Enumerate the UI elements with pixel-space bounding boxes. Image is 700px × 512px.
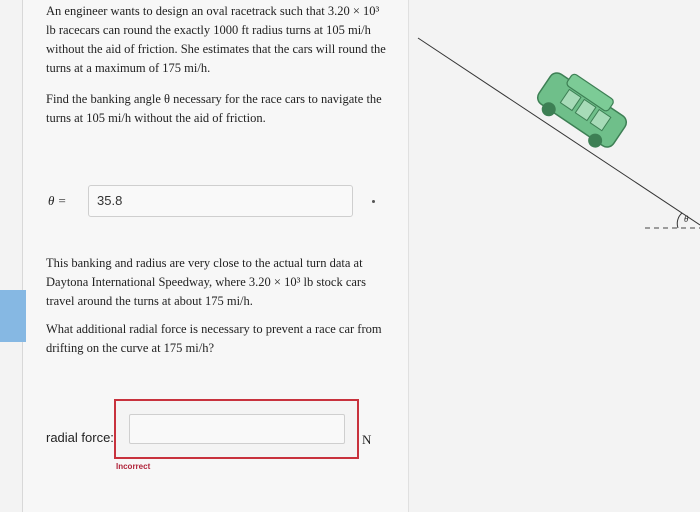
race-car-icon	[531, 63, 634, 156]
question-radial-force: What additional radial force is necessary to prevent a race car from drifting on the curve at 175 mi/h?	[46, 322, 382, 355]
problem-intro: An engineer wants to design an oval racetrack such that 3.20 × 10³ lb racecars can round the exactly 1000 ft radius turns at 105 mi/h without the aid of friction. She estimates that the cars will round the turns at a maximum of 175 mi/h.	[46, 4, 386, 75]
theta-label: θ =	[48, 193, 67, 208]
daytona-context: This banking and radius are very close to the actual turn data at Daytona International Speedway, where 3.20 × 10³ lb stock cars travel around the turns at about 175 mi/h.	[46, 256, 366, 308]
incorrect-feedback: Incorrect	[116, 462, 151, 471]
angle-arc	[677, 213, 682, 228]
angle-label: θ	[684, 214, 689, 224]
radial-force-field[interactable]	[129, 414, 345, 444]
banked-track-diagram	[410, 0, 700, 512]
theta-answer-field[interactable]: 35.8	[88, 185, 353, 217]
side-tab[interactable]	[0, 290, 26, 342]
question-banking-angle: Find the banking angle θ necessary for the race cars to navigate the turns at 105 mi/h without the aid of friction.	[46, 92, 382, 125]
radial-force-answer-box	[114, 399, 359, 459]
unit-label: N	[362, 432, 372, 447]
radial-force-label: radial force:	[46, 430, 114, 445]
track-slope-line	[418, 38, 700, 225]
status-dot	[372, 200, 375, 203]
